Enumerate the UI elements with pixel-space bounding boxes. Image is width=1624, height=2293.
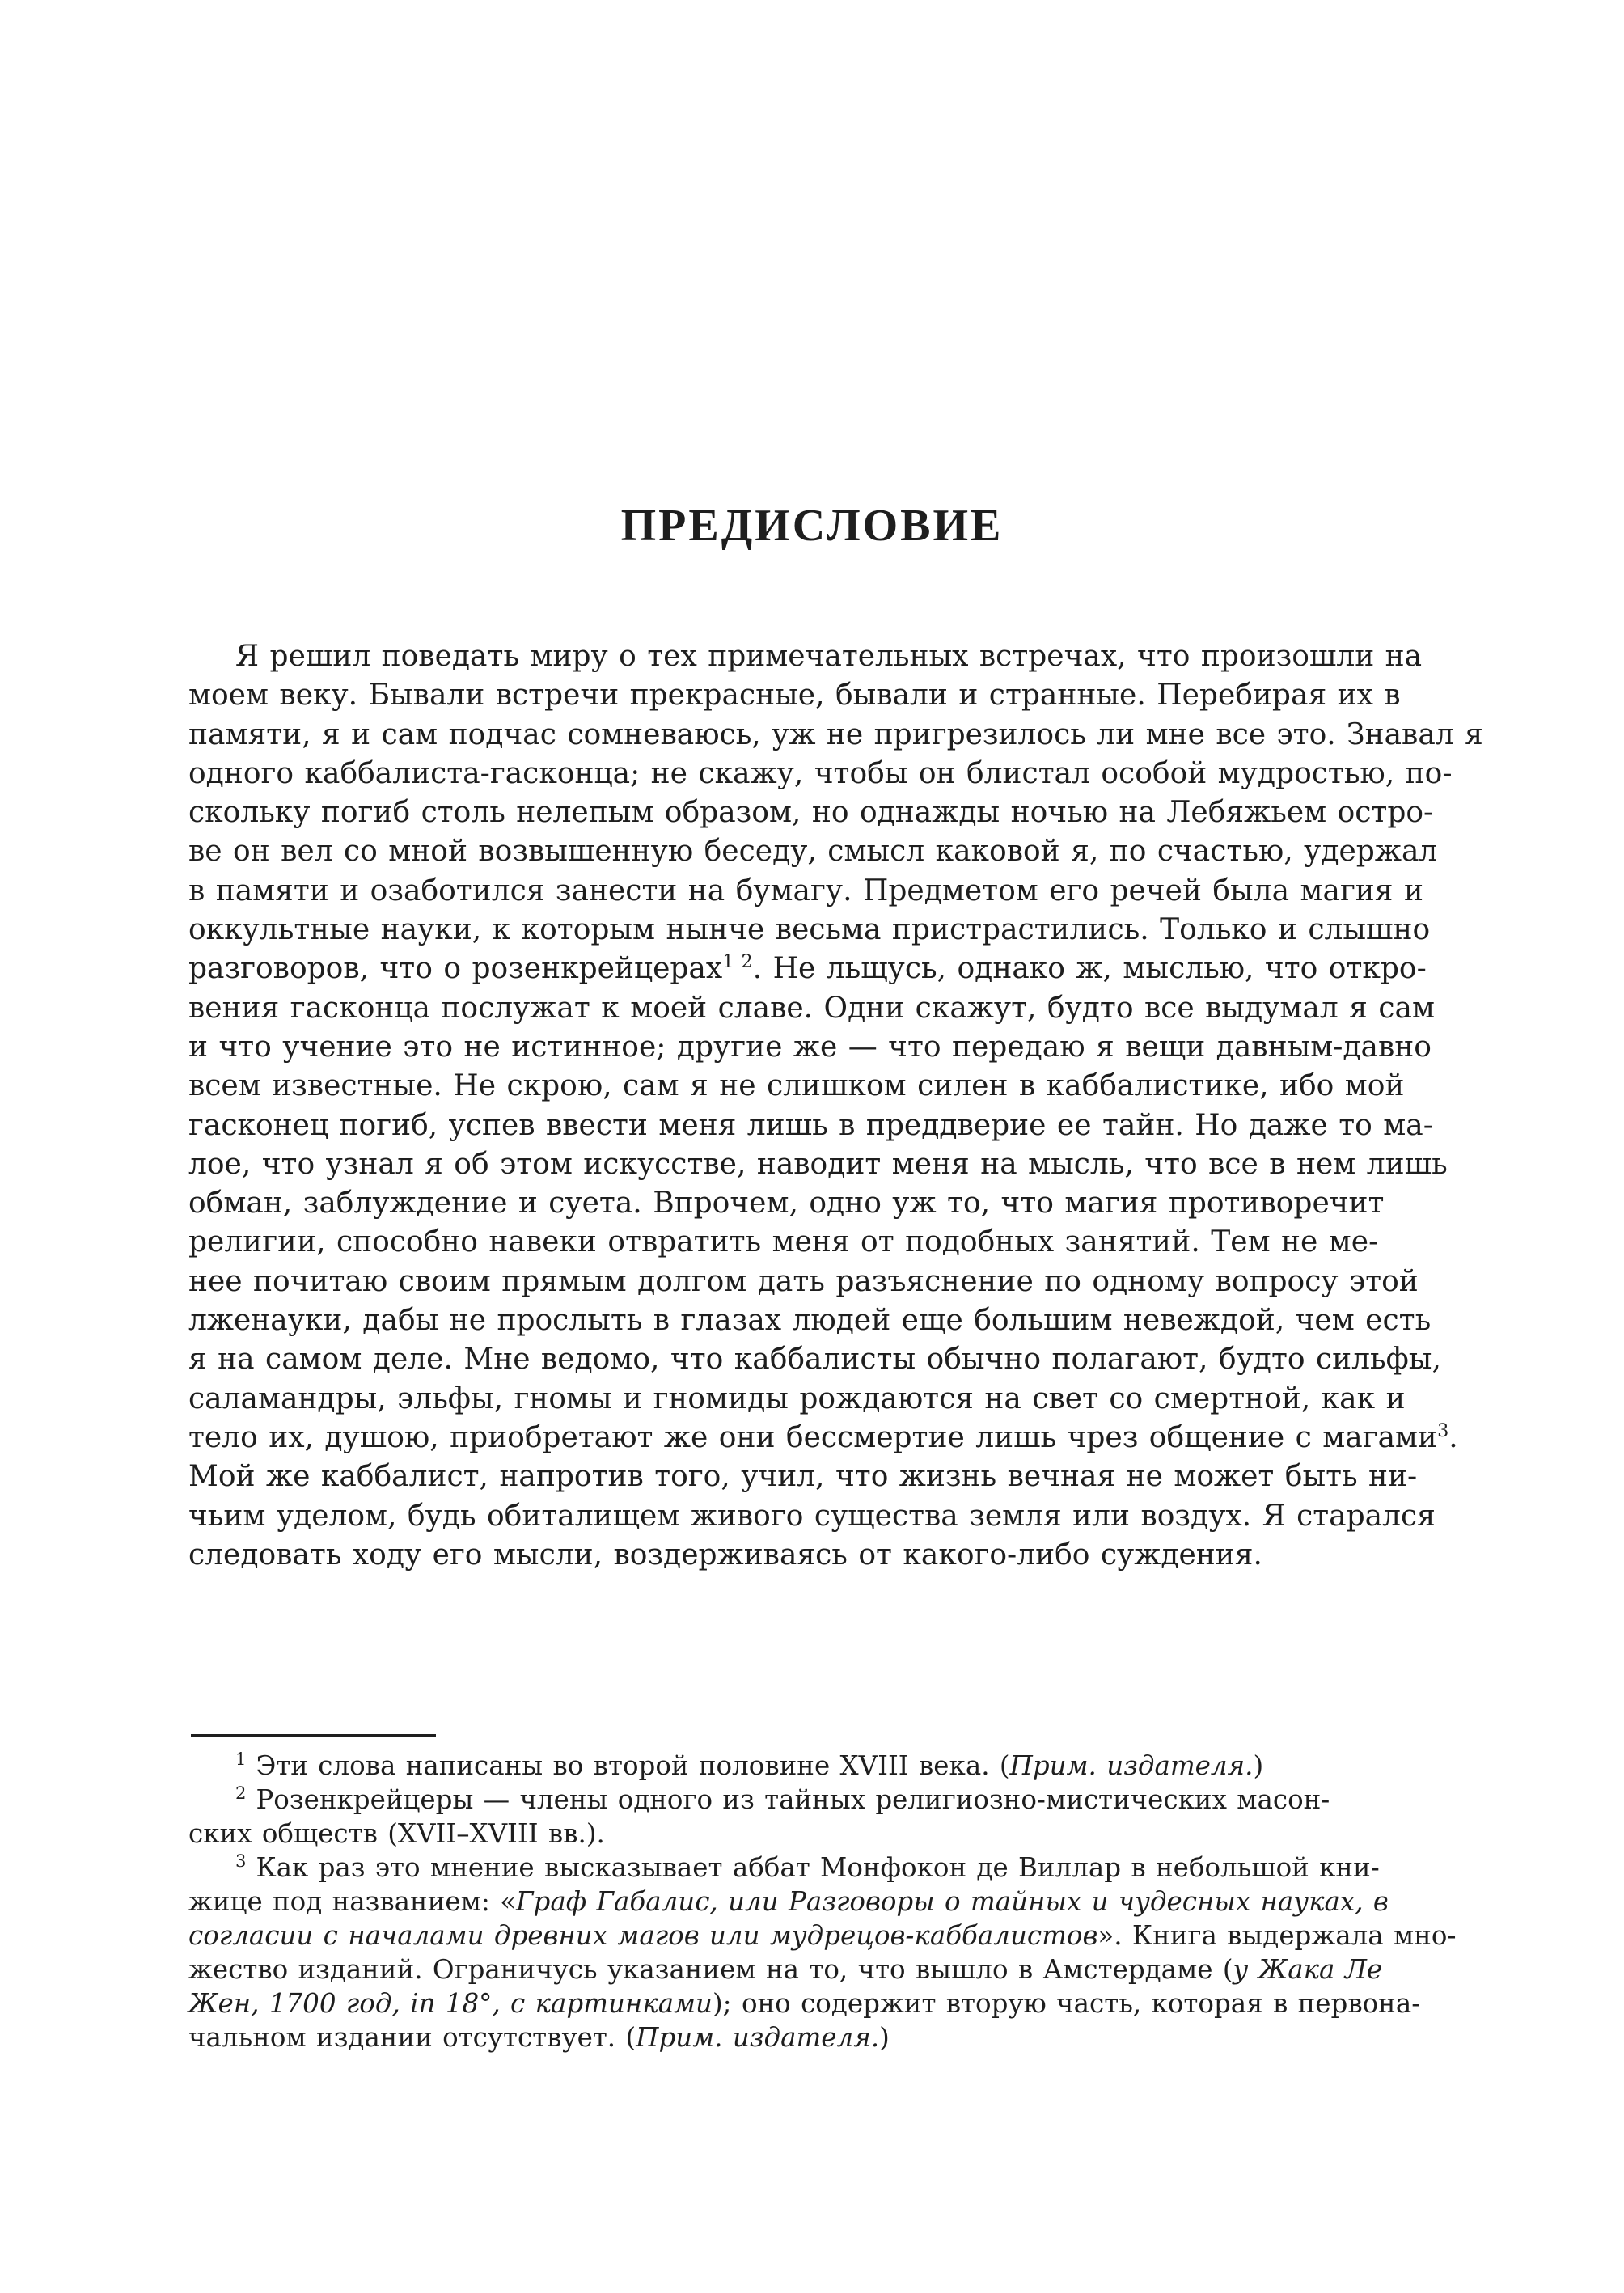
- footnote-text: ); оно содержит вторую часть, которая в первона-: [712, 1988, 1421, 2019]
- footnote-marker: 3: [235, 1851, 247, 1872]
- body-line: нее почитаю своим прямым долгом дать разъяснение по одному вопросу этой: [188, 1264, 1419, 1298]
- footnote-2: [188, 1783, 1438, 1817]
- footnote-divider: [191, 1734, 436, 1737]
- footnote-3-line: [188, 1919, 1457, 1952]
- main-paragraph: [188, 637, 1483, 1575]
- footnote-text: ». Книга выдержала мно-: [1097, 1920, 1457, 1951]
- body-line: [188, 950, 1438, 988]
- body-line: и что учение это не истинное; другие же — что передаю я вещи давным-давно: [188, 1030, 1432, 1064]
- chapter-title: ПРЕДИСЛОВИЕ: [620, 501, 1004, 551]
- body-line-text: тело их, душою, приобретают же они бессмертие лишь чрез общение с магами: [188, 1420, 1438, 1454]
- footnote-marker: 2: [235, 1783, 247, 1804]
- body-line-text: . Не льщусь, однако ж, мыслью, что откро-: [752, 952, 1427, 986]
- edition-info: Жен, 1700 год, in 18°, с картинками: [188, 1988, 713, 2019]
- body-line: саламандры, эльфы, гномы и гномиды рождаются на свет со смертной, как и: [188, 1381, 1406, 1415]
- body-line: обман, заблуждение и суета. Впрочем, одно уж то, что магия противоречит: [188, 1187, 1385, 1221]
- body-line: следовать ходу его мысли, воздерживаясь от какого-либо суждения.: [188, 1538, 1262, 1572]
- book-title: согласии с началами древних магов или мудрецов-каббалистов: [188, 1920, 1098, 1951]
- editor-note: Прим. издателя.: [1009, 1750, 1254, 1781]
- footnote-text: ): [879, 2022, 890, 2053]
- footnote-3-line: [188, 1986, 1438, 2020]
- footnote-text: Розенкрейцеры — члены одного из тайных религиозно-мистических масон-: [256, 1784, 1330, 1815]
- body-line: одного каббалиста-гасконца; не скажу, чтобы он блистал особой мудростью, по-: [188, 756, 1453, 790]
- footnote-3-line: [188, 2020, 1438, 2054]
- footnote-1: [188, 1749, 1438, 1783]
- body-line: лженауки, дабы не прослыть в глазах людей еще большим невеждой, чем есть: [188, 1304, 1432, 1338]
- body-line: вения гасконца послужат к моей славе. Одни скажут, будто все выдумал я сам: [188, 991, 1435, 1025]
- editor-note: Прим. издателя.: [636, 2022, 880, 2053]
- footnote-text: Как раз это мнение высказывает аббат Монфокон де Виллар в небольшой кни-: [256, 1852, 1380, 1883]
- footnote-text: Эти слова написаны во второй половине XVIII века. (: [256, 1750, 1010, 1781]
- footnote-text: чальном издании отсутствует. (: [188, 2022, 636, 2053]
- footnote-2-line: ских обществ (XVII–XVIII вв.).: [188, 1818, 605, 1849]
- book-title: Граф Габалис, или Разговоры о тайных и чудесных науках, в: [516, 1886, 1389, 1917]
- body-line: чьим уделом, будь обиталищем живого существа земля или воздух. Я старался: [188, 1499, 1436, 1533]
- footnote-marker: 1: [235, 1749, 247, 1770]
- body-line: Я решил поведать миру о тех примечательных встречах, что произошли на: [235, 640, 1423, 673]
- footnote-3-line: [188, 1952, 1438, 1986]
- body-line: религии, способно навеки отвратить меня от подобных занятий. Тем не ме-: [188, 1225, 1379, 1259]
- body-line: оккультные науки, к которым нынче весьма пристрастились. Только и слышно: [188, 913, 1431, 947]
- footnote-3: [188, 1851, 1438, 1885]
- body-line: лое, что узнал я об этом искусстве, наводит меня на мысль, что все в нем лишь: [188, 1147, 1448, 1181]
- body-line: ве он вел со мной возвышенную беседу, смысл каковой я, по счастью, удержал: [188, 835, 1438, 869]
- footnote-text: ): [1253, 1750, 1264, 1781]
- body-line: скольку погиб столь нелепым образом, но однажды ночью на Лебяжьем остро-: [188, 796, 1434, 830]
- body-line: гасконец погиб, успев ввести меня лишь в преддверие ее тайн. Но даже то ма-: [188, 1108, 1433, 1142]
- footnote-reference[interactable]: 3: [1437, 1419, 1449, 1441]
- footnote-text: жице под названием: «: [188, 1886, 517, 1917]
- footnotes: [188, 1749, 1457, 2054]
- footnote-text: жество изданий. Ограничусь указанием на то, что вышло в Амстердаме (: [188, 1954, 1233, 1985]
- body-line: памяти, я и сам подчас сомневаюсь, уж не пригрезилось ли мне все это. Знавал я: [188, 717, 1483, 751]
- body-line: я на самом деле. Мне ведомо, что каббалисты обычно полагают, будто сильфы,: [188, 1343, 1441, 1377]
- body-line: в памяти и озаботился занести на бумагу. Предметом его речей была магия и: [188, 874, 1423, 907]
- body-line: Мой же каббалист, напротив того, учил, что жизнь вечная не может быть ни-: [188, 1460, 1418, 1494]
- body-line-text: .: [1448, 1420, 1458, 1454]
- body-line: всем известные. Не скрою, сам я не слишком силен в каббалистике, ибо мой: [188, 1069, 1405, 1103]
- body-line-text: разговоров, что о розенкрейцерах: [188, 952, 723, 986]
- edition-info: у Жака Ле: [1233, 1954, 1383, 1985]
- body-line: моем веку. Бывали встречи прекрасные, бывали и странные. Перебирая их в: [188, 679, 1401, 713]
- footnote-3-line: [188, 1885, 1438, 1919]
- footnote-reference[interactable]: 1 2: [722, 951, 753, 973]
- body-line: [188, 1419, 1458, 1457]
